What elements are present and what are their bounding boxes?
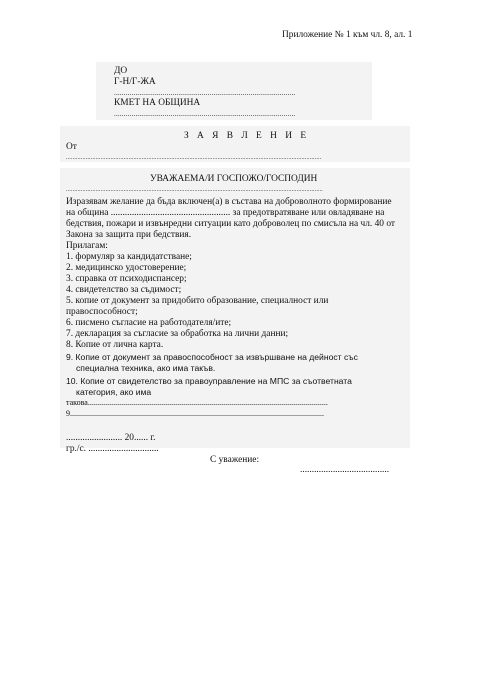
attachment-item-9-b: специална техника, ако има такъв. bbox=[76, 363, 216, 373]
salutation: УВАЖАЕМА/И ГОСПОЖО/ГОСПОДИН bbox=[150, 174, 318, 184]
attachment-item: 7. декларация за съгласие за обработка на лични данни; bbox=[66, 329, 289, 339]
attachment-item: 3. справка от психодиспансер; bbox=[66, 274, 187, 284]
attachment-item: 1. формуляр за кандидатстване; bbox=[66, 252, 192, 262]
attachment-item: правоспособност; bbox=[66, 307, 138, 317]
attachment-item-10-a: 10. Копие от свидетелство за правоуправление на МПС за съответната bbox=[66, 376, 352, 386]
attachment-item: 6. писмено съгласие на работодателя/ите; bbox=[66, 318, 232, 328]
place-line: гр./с. .............................. bbox=[66, 444, 159, 454]
attachment-item: 8. Копие от лична карта. bbox=[66, 340, 164, 350]
annex-reference: Приложение № 1 към чл. 8, ал. 1 bbox=[282, 30, 413, 40]
body-line-4: Закона за защита при бедствия. bbox=[66, 230, 192, 240]
attachment-item-10-b: категория, ако има bbox=[76, 387, 152, 397]
attachments-label: Прилагам: bbox=[66, 241, 108, 251]
signature-line: ...................................... bbox=[300, 465, 390, 475]
from-dots: ........................................................................................................................................................... bbox=[66, 154, 322, 161]
attachment-item: 5. копие от документ за придобито образование, специалност или bbox=[66, 296, 329, 306]
body-line-2: на община ................................................... за предотвратяване или овладяване на bbox=[66, 208, 385, 218]
attachment-item: 2. медицинско удостоверение; bbox=[66, 263, 187, 273]
attachment-item: 4. свидетелство за съдимост; bbox=[66, 285, 182, 295]
from-label: От bbox=[66, 142, 77, 152]
document-title: З А Я В Л Е Н И Е bbox=[184, 131, 310, 141]
addressee-to: ДО bbox=[114, 66, 128, 76]
addressee-mayor: КМЕТ НА ОБЩИНА bbox=[114, 98, 201, 108]
addressee-dots-1: ............................................................................................. bbox=[114, 89, 296, 97]
attachment-item-9-dots: 9............................................................................................................................... bbox=[66, 409, 324, 418]
attachment-item-9-a: 9. Копие от документ за правоспособност за извършване на дейност със bbox=[66, 352, 358, 362]
addressee-title: Г-Н/Г-ЖА bbox=[114, 77, 156, 87]
body-line-3: бедствия, пожари и извънредни ситуации като доброволец по смисъла на чл. 40 от bbox=[66, 219, 395, 229]
regards-label: С уважение: bbox=[210, 455, 260, 465]
addressee-dots-2: ............................................................................................. bbox=[114, 110, 296, 118]
salutation-dots: ............................................................................................................................................................ bbox=[66, 186, 323, 193]
attachment-item-10-c: такова........................................................................................................................ bbox=[66, 398, 328, 407]
date-line: ........................ 20...... г. bbox=[66, 433, 156, 443]
body-line-1: Изразявам желание да бъда включен(а) в състава на доброволното формирование bbox=[66, 197, 392, 207]
